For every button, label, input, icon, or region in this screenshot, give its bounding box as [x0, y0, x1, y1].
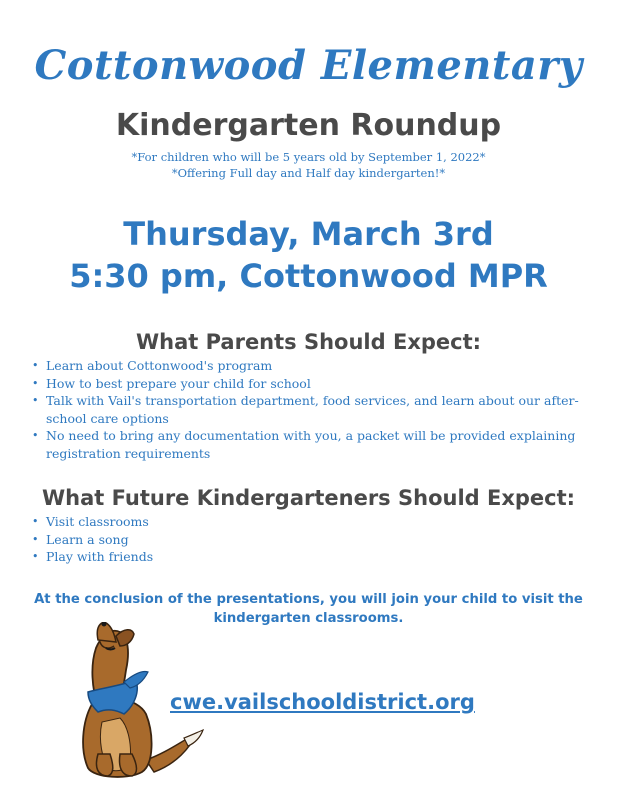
bullet-icon: •: [32, 376, 39, 390]
list-item: • No need to bring any documentation with you, a packet will be provided explaining registration requirements: [32, 428, 576, 461]
bullet-icon: •: [32, 532, 39, 546]
event-date: Thursday, March 3rd: [123, 215, 494, 253]
event-title: Kindergarten Roundup: [115, 108, 502, 143]
school-name: Cottonwood Elementary: [34, 42, 583, 89]
parents-expect-list: [30, 357, 590, 462]
list-item: • Talk with Vail's transportation department, food services, and learn about our after-school care options: [32, 393, 579, 426]
list-item: • Visit classrooms: [32, 514, 149, 529]
kids-expect-list: [30, 513, 590, 566]
bullet-icon: •: [32, 550, 39, 563]
bullet-icon: •: [32, 429, 39, 442]
website-link[interactable]: cwe.vailschooldistrict.org: [170, 690, 475, 714]
kids-heading: What Future Kindergarteners Should Expect:: [41, 486, 576, 510]
list-item: • Learn about Cottonwood's program: [32, 358, 273, 373]
event-time-location: 5:30 pm, Cottonwood MPR: [69, 257, 548, 295]
parents-heading: What Parents Should Expect:: [135, 330, 482, 354]
list-item: • How to best prepare your child for school: [32, 375, 311, 391]
bullet-icon: •: [32, 394, 39, 407]
list-item: • Play with friends: [32, 549, 154, 564]
conclusion-text: At the conclusion of the presentations, you will join your child to visit the kindergarten classrooms.: [34, 592, 583, 626]
bullet-icon: •: [32, 515, 39, 528]
bullet-icon: •: [32, 359, 39, 372]
kindergarten-options-note: *Offering Full day and Half day kindergarten!*: [171, 166, 446, 180]
list-item: • Learn a song: [32, 531, 129, 547]
eligibility-note: *For children who will be 5 years old by September 1, 2022*: [131, 150, 486, 164]
